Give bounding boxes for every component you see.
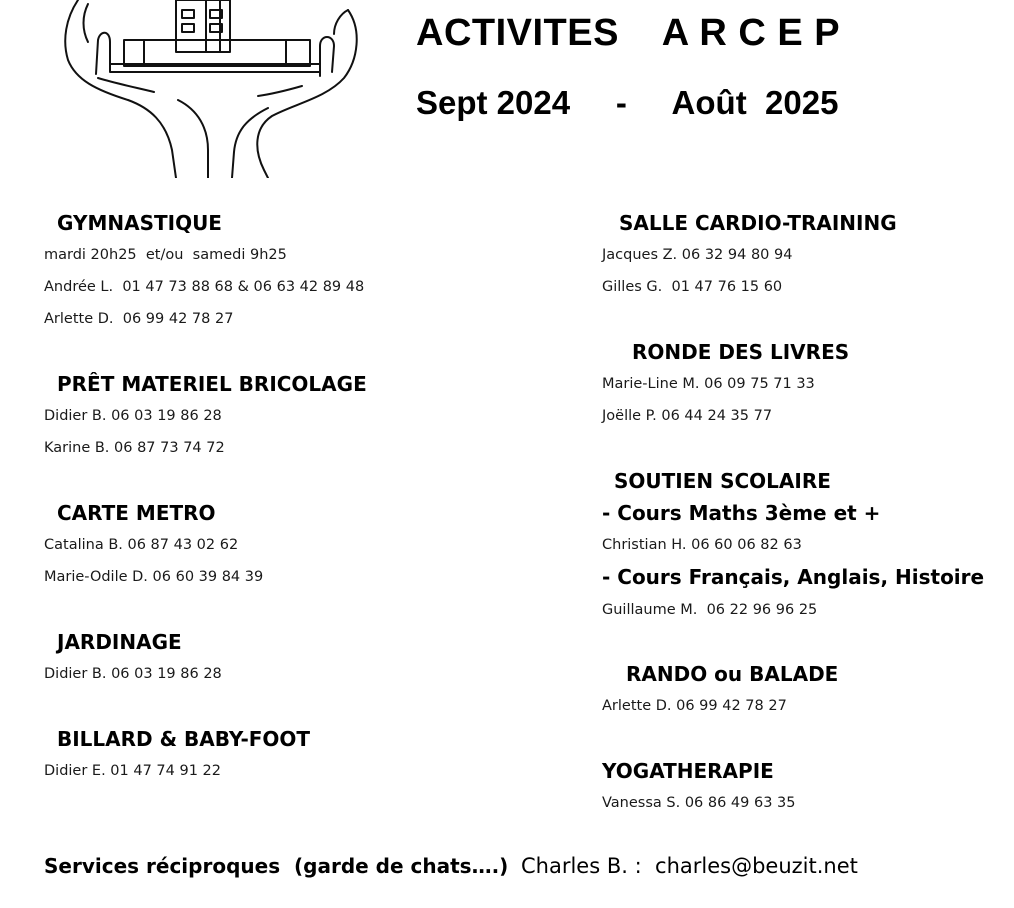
soutien-maths-contact: Christian H. 06 60 06 82 63 xyxy=(602,537,802,553)
gymnastique-contact-2: Arlette D. 06 99 42 78 27 xyxy=(44,311,234,327)
section-yoga-heading: YOGATHERAPIE xyxy=(602,759,774,783)
services-reciproques-text: Services réciproques (garde de chats….) xyxy=(44,854,509,878)
carte-metro-contact-2: Marie-Odile D. 06 60 39 84 39 xyxy=(44,569,264,585)
cardio-contact-2: Gilles G. 01 47 76 15 60 xyxy=(602,279,783,295)
soutien-maths-subheading: - Cours Maths 3ème et + xyxy=(602,501,881,525)
hands-holding-building-logo xyxy=(58,0,363,178)
section-soutien-heading: SOUTIEN SCOLAIRE xyxy=(614,469,831,493)
yoga-contact-1: Vanessa S. 06 86 49 63 35 xyxy=(602,795,796,811)
section-jardinage-heading: JARDINAGE xyxy=(57,630,182,654)
section-carte-metro-heading: CARTE METRO xyxy=(57,501,216,525)
contact-email-text: Charles B. : charles@beuzit.net xyxy=(521,854,858,878)
period-subtitle: Sept 2024 - Août 2025 xyxy=(416,84,839,121)
soutien-langues-contact: Guillaume M. 06 22 96 96 25 xyxy=(602,602,818,618)
page-title: ACTIVITES A R C E P xyxy=(416,12,841,54)
section-cardio-heading: SALLE CARDIO-TRAINING xyxy=(619,211,897,235)
section-livres-heading: RONDE DES LIVRES xyxy=(632,340,850,364)
soutien-langues-subheading: - Cours Français, Anglais, Histoire xyxy=(602,565,985,589)
billard-contact-1: Didier E. 01 47 74 91 22 xyxy=(44,763,221,779)
bricolage-contact-2: Karine B. 06 87 73 74 72 xyxy=(44,440,225,456)
rando-contact-1: Arlette D. 06 99 42 78 27 xyxy=(602,698,787,714)
livres-contact-1: Marie-Line M. 06 09 75 71 33 xyxy=(602,376,815,392)
livres-contact-2: Joëlle P. 06 44 24 35 77 xyxy=(602,408,773,424)
cardio-contact-1: Jacques Z. 06 32 94 80 94 xyxy=(602,247,793,263)
jardinage-contact-1: Didier B. 06 03 19 86 28 xyxy=(44,666,222,682)
section-billard-heading: BILLARD & BABY-FOOT xyxy=(57,727,311,751)
section-gymnastique-heading: GYMNASTIQUE xyxy=(57,211,222,235)
gymnastique-schedule: mardi 20h25 et/ou samedi 9h25 xyxy=(44,247,287,263)
gymnastique-contact-1: Andrée L. 01 47 73 88 68 & 06 63 42 89 48 xyxy=(44,279,365,295)
bricolage-contact-1: Didier B. 06 03 19 86 28 xyxy=(44,408,222,424)
section-bricolage-heading: PRÊT MATERIEL BRICOLAGE xyxy=(57,372,367,396)
section-rando-heading: RANDO ou BALADE xyxy=(626,662,839,686)
carte-metro-contact-1: Catalina B. 06 87 43 02 62 xyxy=(44,537,239,553)
